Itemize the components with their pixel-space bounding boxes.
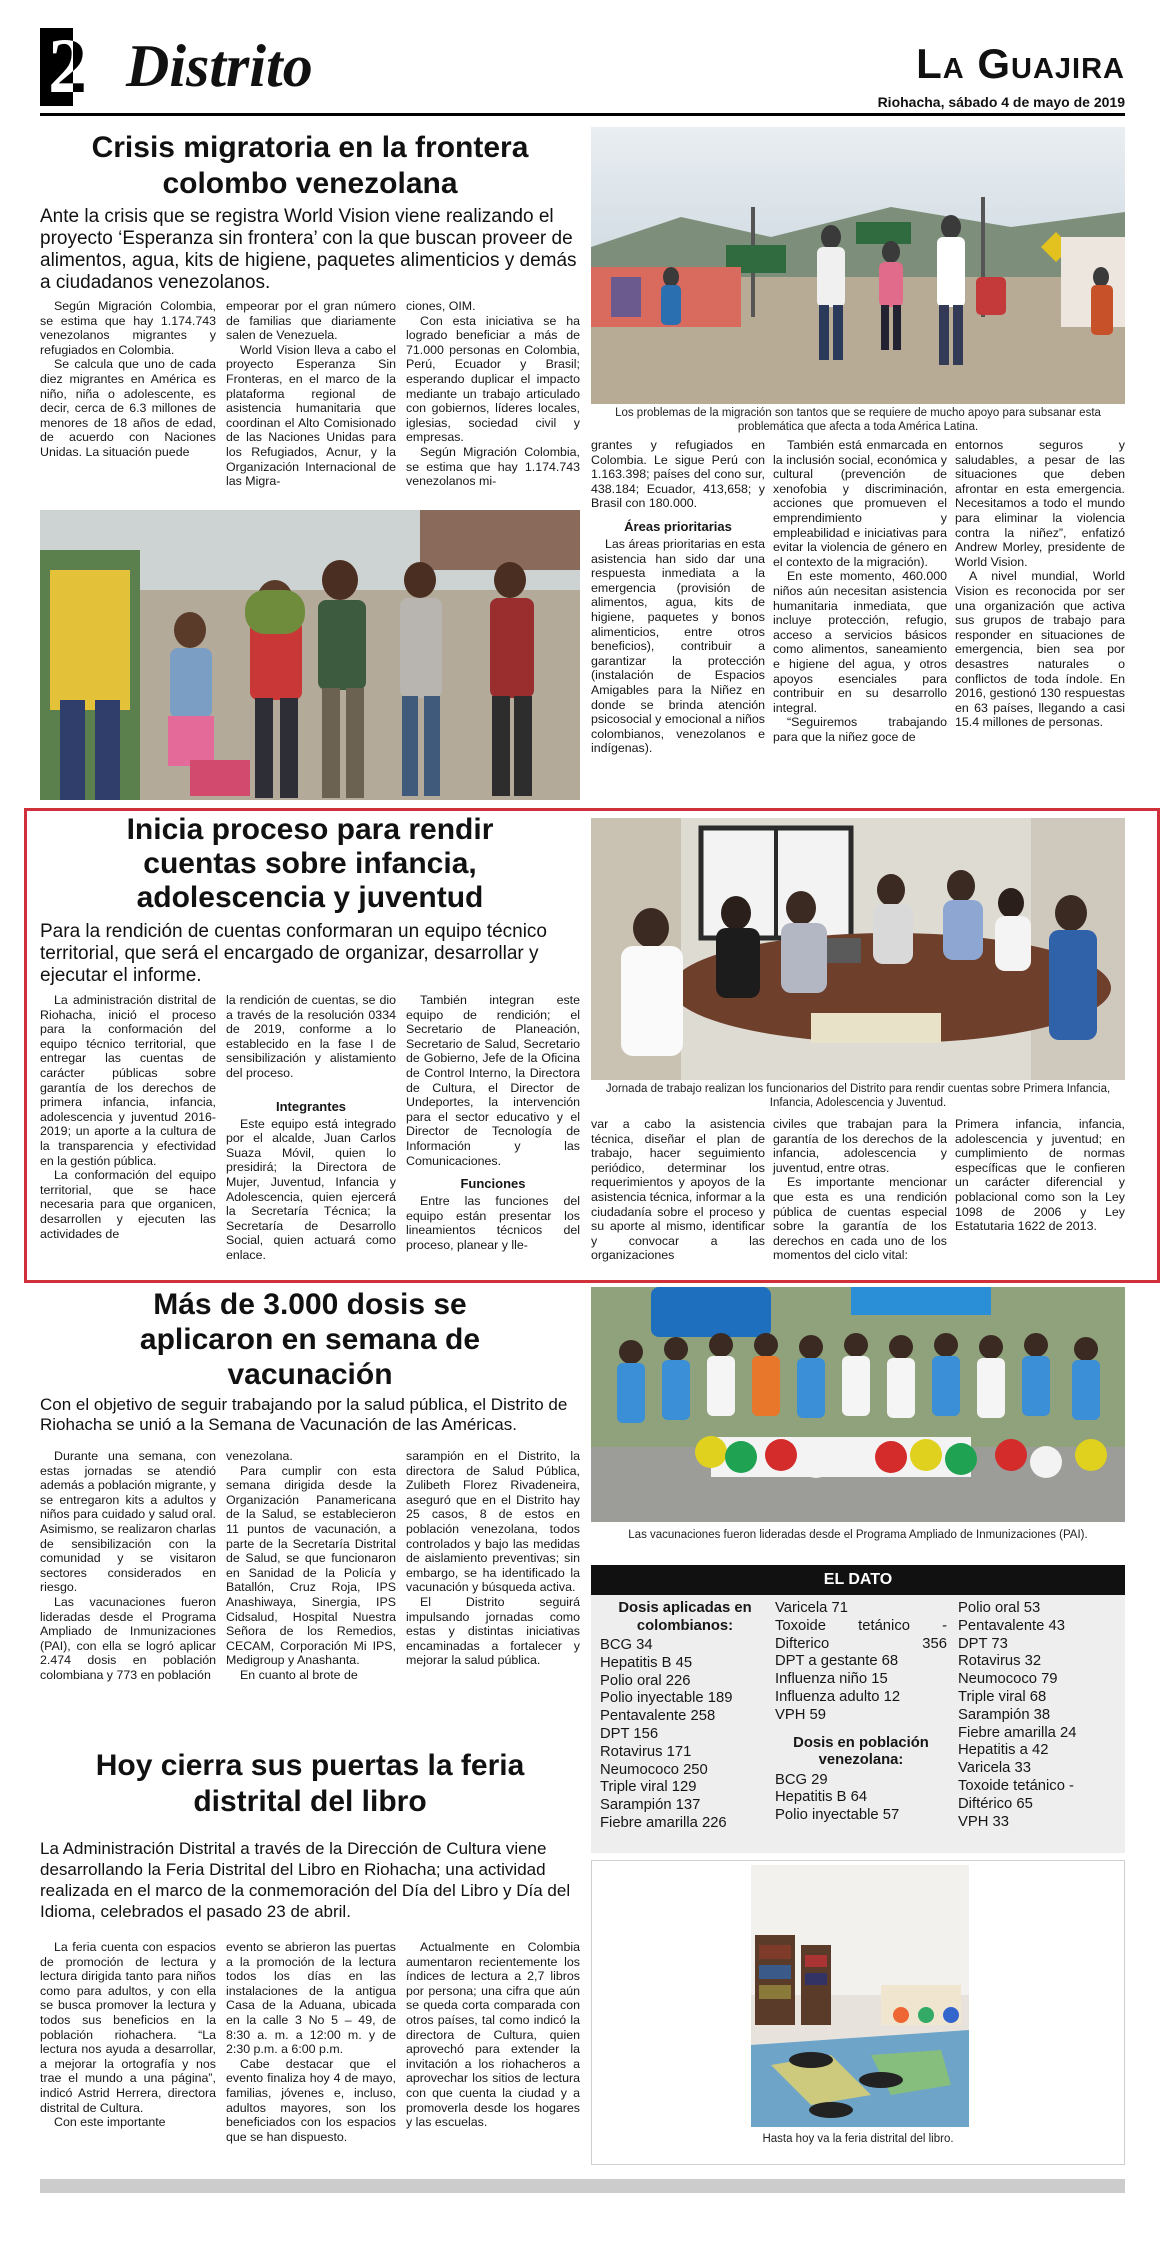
article1-photo-caption: Los problemas de la migración son tantos que se requiere de mucho apoyo para subsanar esta problemática que afecta a toda América Latina.	[615, 407, 1101, 433]
article2-col4: var a cabo la asistencia técnica, diseñar el plan de trabajo, hacer seguimiento periódico, determinar los requerimientos y apoyos de la asistencia técnica, informar a la ciudadanía sobre el proceso y su aporte al mismo, identificar y convocar a las organizaciones	[591, 1117, 765, 1263]
article1-col1: Según Migración Colombia, se estima que hay 1.174.743 venezolanos migrantes y refugiados en Colombia. Se calcula que uno de cada diez migrantes en América es niño, niña o adolescente, es decir, cerca de 6.3 millones de menores de 18 años de edad, de acuerdo con Naciones Unidas. La situación puede	[40, 299, 216, 459]
el-dato-header: EL DATO	[591, 1565, 1125, 1595]
article1-col5: También está enmarcada en la inclusión social, económica y cultural (prevención de xenofobia y discriminación, acciones que promueven el emprendimiento y empleabilidad e iniciativas para evitar la violencia de género en el contexto de la migración). En este momento, 460.000 niños aún necesitan asistencia humanitaria inmediata, que incluye protección, refugio, acceso a servicios básicos como alimentos, saneamiento e higiene del agua, y otros apoyos esenciales para contribuir en su desarrollo integral. “Seguiremos trabajando para que la niñez goce de	[773, 438, 947, 744]
meeting-illustration	[591, 818, 1125, 1080]
book-fair-illustration	[751, 1865, 969, 2127]
article4-col2: evento se abrieron las puertas a la promoción de la lectura todos los días en las instalaciones de la antigua Casa de la Aduana, ubicada en la calle 3 No 5 – 49, de 8:30 a. m. a 12:00 m. y de 2:30 p.m. a 6:00 p.m. Cabe destacar que el evento finaliza hoy 4 de mayo, familias, jóvenes e, incluso, adultos mayores, son los beneficiados con los espacios que se han dispuesto.	[226, 1940, 396, 2144]
migrant-family-photo	[40, 510, 580, 800]
migrant-family-illustration	[40, 510, 580, 800]
article1-deck: Ante la crisis que se registra World Vision viene realizando el proyecto ‘Esperanza sin frontera’ con la que buscan proveer de alimentos, agua, kits de higiene, paquetes alimenticios y demás a ciudadanos venezolanos.	[40, 206, 577, 293]
migrants-crossing-photo	[591, 127, 1125, 404]
masthead-rule	[40, 113, 1125, 116]
article2-col3: También integran este equipo de rendición; el Secretario de Planeación, Secretario de Salud, Secretario de Gobierno, Jefe de la Oficina de Control Interno, la Directora de Cultura, el Director de Undeportes, la intervención para el sector educativo y el Director de Tecnología de Información y las Comunicaciones. Funciones Entre las funciones del equipo están presentar los lineamientos técnicos del proceso, planear y lle-	[406, 993, 580, 1252]
article3-deck: Con el objetivo de seguir trabajando por la salud pública, el Distrito de Riohacha se unió a la Semana de Vacunación de las Américas.	[40, 1395, 568, 1434]
footer-bar	[40, 2179, 1125, 2193]
section-title: Distrito	[126, 33, 313, 99]
article1-col2: empeorar por el gran número de familias que diariamente salen de Venezuela. World Vision lleva a cabo el proyecto Esperanza Sin Fronteras, en el marco de la plataforma regional de asistencia humanitaria que coordinan el Alto Comisionado de las Naciones Unidas para los Refugiados, Acnur, y la Organización Internacional de las Migra-	[226, 299, 396, 489]
article1-col3: ciones, OIM. Con esta iniciativa se ha logrado beneficiar a más de 71.000 personas en Colombia, Perú, Ecuador y Brasil; esperando duplicar el impacto mediante un trabajo articulado con gobiernos, líderes locales, iglesias, sociedad civil y empresas. Según Migración Colombia, se estima que hay 1.174.743 venezolanos mi-	[406, 299, 580, 489]
migrants-crossing-illustration	[591, 127, 1125, 404]
article3-headline: Más de 3.000 dosis se aplicaron en semana de vacunación	[139, 1288, 481, 1391]
vaccination-team-illustration	[591, 1287, 1125, 1522]
article4-deck: La Administración Distrital a través de la Dirección de Cultura viene desarrollando la Feria Distrital del Libro en Riohacha; una actividad realizada en el marco de la conmemoración del Día del Libro y Día del Idioma, celebrados el pasado 23 de abril.	[40, 1839, 571, 1921]
article2-deck: Para la rendición de cuentas conformaran un equipo técnico territorial, que será el encargado de organizar, desarrollar y ejecutar el informe.	[40, 921, 547, 986]
el-dato-col1: Dosis aplicadas en colombianos: BCG 34 Hepatitis B 45 Polio oral 226 Polio inyectable 189 Pentavalente 258 DPT 156 Rotavirus 171 Neumococo 250 Triple viral 129 Sarampión 137 Fiebre amarilla 226	[600, 1600, 770, 1833]
page-number: 2	[48, 22, 87, 109]
article1-headline: Crisis migratoria en la frontera colombo venezolana	[91, 131, 529, 200]
article3-col3: sarampión en el Distrito, la directora de Salud Pública, Zulibeth Florez Rivadeneira, aseguró que en el Distrito hay 25 casos, 8 de estos en población venezolana, todos controlados y bajo las medidas de aislamiento preventivas; sin embargo, se ha identificado la vacunación y búsqueda activa. El Distrito seguirá impulsando jornadas como estas y distintas iniciativas encaminadas a fortalecer y mejorar la salud pública.	[406, 1449, 580, 1668]
article2-col2: la rendición de cuentas, se dio a través de la resolución 0334 de 2019, conforme a lo establecido en la fase I de sensibilización y alistamiento del proceso. Integrantes Este equipo está integrado por el alcalde, Juan Carlos Suaza Móvil, quien lo presidirá; la Directora de Mujer, Juventud, Infancia y Adolescencia, quien ejercerá la Secretaría Técnica; la Secretaría de Desarrollo Social, quien actuará como enlace.	[226, 993, 396, 1262]
el-dato-col3: Polio oral 53 Pentavalente 43 DPT 73 Rotavirus 32 Neumococo 79 Triple viral 68 Sarampión 38 Fiebre amarilla 24 Hepatitis a 42 Varicela 33 Toxoide tetánico - Diftérico 65 VPH 33	[958, 1600, 1077, 1830]
el-dato-col2: Varicela 71 Toxoide tetánico - Difterico 356 DPT a gestante 68 Influenza niño 15 Influenza adulto 12 VPH 59 Dosis en población venezolana: BCG 29 Hepatitis B 64 Polio inyectable 57	[775, 1600, 947, 1824]
vaccination-team-photo	[591, 1287, 1125, 1522]
article4-col1: La feria cuenta con espacios de promoción de lectura y lectura dirigida tanto para niños como para adultos, y con ella se busca promover la lectura y todos sus beneficios en la población riohachera. “La lectura nos ayuda a desarrollar, a mejorar la ortografía y nos trae el mundo a una página”, indicó Astrid Herrera, directora distrital de Cultura. Con este importante	[40, 1940, 216, 2130]
article3-col1: Durante una semana, con estas jornadas se atendió además a población migrante, y se entregaron kits a adultos y niños para cuidado y salud oral. Asimismo, se realizaron charlas de sensibilización con la comunidad y se visitaron sectores considerados en riesgo. Las vacunaciones fueron lideradas desde el Programa Ampliado de Inmunizaciones (PAI), con ella se logró aplicar 2.474 dosis en población colombiana y 773 en población	[40, 1449, 216, 1682]
article4-headline: Hoy cierra sus puertas la feria distrital del libro	[95, 1749, 525, 1818]
article2-headline: Inicia proceso para rendir cuentas sobre infancia, adolescencia y juventud	[126, 813, 494, 914]
article1-col4: grantes y refugiados en Colombia. Le sigue Perú con 1.163.398; países del cono sur, 438.184; Ecuador, 413,658; y Brasil con 180.000. Áreas prioritarias Las áreas prioritarias en esta asistencia han sido dar una respuesta inmediata a la emergencia (provisión de alimentos, agua, kits de higiene, paquetes y bonos alimenticios, entre otros beneficios), contribuir a garantizar la protección (instalación de Espacios Amigables para la Niñez en donde se brinda atención psicosocial y emocional a niños colombianos, venezolanos e indígenas).	[591, 438, 765, 756]
article1-col6: entornos seguros y saludables, a pesar de las situaciones que deben afrontar en esta emergencia. Necesitamos a todo el mundo para eliminar la violencia contra la niñez”, enfatizó Andrew Morley, presidente de World Vision. A nivel mundial, World Vision es reconocida por ser una organización que activa sus grupos de trabajo para responder en situaciones de emergencia, bien sea por desastres naturales o conflictos de toda índole. En 2016, gestionó 130 respuestas en 63 países, llegando a casi 15.4 millones de personas.	[955, 438, 1125, 730]
el-dato-heading-colombianos: Dosis aplicadas en colombianos:	[618, 1600, 752, 1634]
article2-photo-caption: Jornada de trabajo realizan los funcionarios del Distrito para rendir cuentas sobre Primera Infancia, Infancia, Adolescencia y Juventud.	[605, 1083, 1111, 1109]
article3-col2: venezolana. Para cumplir con esta semana dirigida desde la Organización Panamericana de la Salud, se establecieron 11 puntos de vacunación, a parte de la Secretaría Distrital de Salud, se que funcionaron en Sanidad de la Policía y Batallón, Cruz Roja, IPS Anashiwaya, Sinergia, IPS Cidsalud, Hospital Nuestra Señora de los Remedios, CECAM, Corporación Mi IPS, Medigroup y Anashanta. En cuanto al brote de	[226, 1449, 396, 1682]
meeting-photo	[591, 818, 1125, 1080]
paper-name: La Guajira	[916, 40, 1125, 87]
article2-subhead-integrantes: Integrantes	[275, 1098, 347, 1114]
article2-col1: La administración distrital de Riohacha, inició el proceso para la conformación del equipo técnico territorial, que entregar las cuentas de carácter públicas sobre garantía de los derechos de primera infancia, infancia, adolescencia y juventud 2016-2019; un aporte a la cultura de la transparencia y efectividad en la gestión pública. La conformación del equipo territorial, que se hace necesaria para que organicen, desarrollen y ejecuten las actividades de	[40, 993, 216, 1241]
article3-photo-caption: Las vacunaciones fueron lideradas desde el Programa Ampliado de Inmunizaciones (PAI).	[628, 1529, 1088, 1541]
article2-col5: civiles que trabajan para la garantía de los derechos de la infancia, adolescencia y juventud, entre otras. Es importante mencionar que esta es una rendición pública de cuentas especial sobre la garantía de los derechos en cada uno de los momentos del ciclo vital:	[773, 1117, 947, 1263]
article4-photo-caption: Hasta hoy va la feria distrital del libro.	[762, 2133, 954, 2145]
el-dato-heading-venezolana: Dosis en población venezolana:	[793, 1734, 929, 1769]
article2-subhead-funciones: Funciones	[460, 1176, 526, 1192]
dateline: Riohacha, sábado 4 de mayo de 2019	[877, 94, 1125, 110]
article1-subhead-areas: Áreas prioritarias	[624, 518, 732, 534]
article2-col6: Primera infancia, infancia, adolescencia y juventud; en cumplimiento de normas específicas que le confieren un carácter diferencial y poblacional como son la Ley 1098 de 2006 y Ley Estatutaria 1622 de 2013.	[955, 1117, 1125, 1234]
book-fair-photo	[751, 1865, 969, 2127]
article4-col3: Actualmente en Colombia aumentaron recientemente los índices de lectura a 2,7 libros por persona; una cifra que aún se queda corta comparada con otros países, tal como indicó la directora de Cultura, quien aprovechó para extender la invitación a los riohacheros a aprovechar los sitios de lectura con que cuenta la ciudad y a promoverla desde los hogares y las escuelas.	[406, 1940, 580, 2130]
